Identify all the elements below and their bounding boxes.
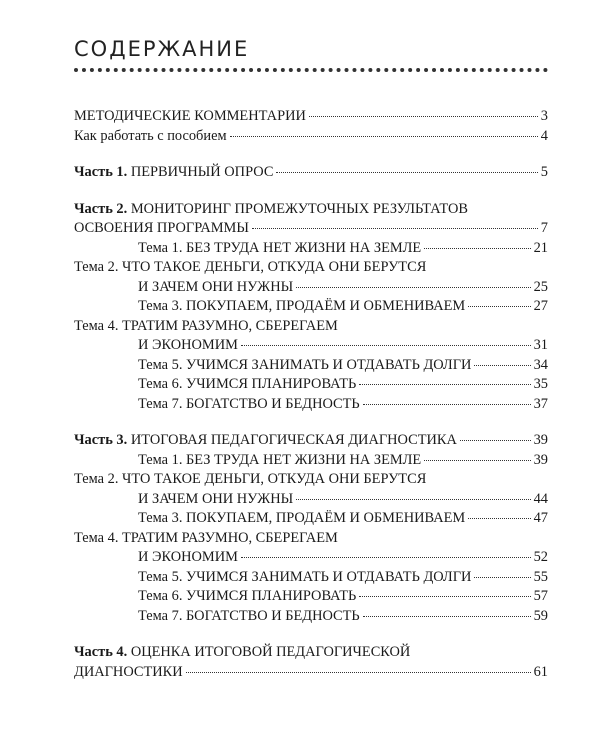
topic-label: Тема 6. УЧИМСЯ ПЛАНИРОВАТЬ: [138, 376, 357, 392]
toc-page-number: 57: [533, 588, 548, 604]
part-title: ПЕРВИЧНЫЙ ОПРОС: [130, 164, 274, 180]
toc-page-number: 61: [533, 663, 548, 680]
toc-topic-3-2-line[interactable]: [74, 470, 548, 490]
spacer: [74, 146, 548, 163]
toc-entry-part-3[interactable]: [74, 431, 548, 451]
toc-page-number: 52: [533, 549, 548, 565]
toc-topic-3-7[interactable]: [74, 607, 548, 627]
dot-leader: [363, 404, 531, 405]
toc-page-number: 21: [533, 239, 548, 256]
dot-leader: [468, 306, 530, 307]
toc-topic-2-4[interactable]: [74, 336, 548, 356]
dot-leader: [252, 228, 538, 229]
toc-entry-part-2[interactable]: [74, 219, 548, 239]
spacer: [74, 183, 548, 200]
topic-label: Тема 2. ЧТО ТАКОЕ ДЕНЬГИ, ОТКУДА ОНИ БЕРУТСЯ: [74, 259, 427, 275]
dot-leader: [474, 365, 530, 366]
dot-leader: [241, 557, 531, 558]
toc-page-number: 55: [533, 568, 548, 585]
toc-topic-2-3[interactable]: [74, 297, 548, 317]
toc-page-number: 3: [540, 108, 548, 124]
topic-label-continued: И ЭКОНОМИМ: [138, 549, 238, 565]
toc-entry-methodical-comments[interactable]: [74, 107, 548, 127]
topic-label: Тема 7. БОГАТСТВО И БЕДНОСТЬ: [138, 607, 360, 624]
dot-leader: [296, 287, 530, 288]
toc-topic-2-1[interactable]: [74, 239, 548, 259]
topic-label: Тема 5. УЧИМСЯ ЗАНИМАТЬ И ОТДАВАТЬ ДОЛГИ: [138, 568, 472, 585]
dot-leader: [424, 460, 530, 461]
toc-entry-label: [74, 163, 273, 183]
toc-page-number: 4: [540, 127, 548, 144]
spacer: [74, 626, 548, 643]
toc-topic-3-4-line[interactable]: [74, 529, 548, 549]
dot-leader: [241, 345, 531, 346]
toc-topic-2-7[interactable]: [74, 395, 548, 415]
topic-label-continued: И ЗАЧЕМ ОНИ НУЖНЫ: [138, 278, 294, 295]
table-of-contents: [74, 107, 548, 682]
toc-topic-3-3[interactable]: [74, 509, 548, 529]
part-prefix: Часть 3.: [74, 432, 128, 448]
toc-page-number: 39: [533, 451, 548, 468]
toc-page-number: 59: [533, 607, 548, 624]
topic-label-continued: И ЭКОНОМИМ: [138, 337, 238, 353]
dot-leader: [186, 672, 531, 673]
dot-leader: [424, 248, 530, 249]
toc-page-number: 44: [533, 490, 548, 507]
toc-topic-2-6[interactable]: [74, 375, 548, 395]
toc-page-number: 39: [533, 432, 548, 448]
topic-label: Тема 1. БЕЗ ТРУДА НЕТ ЖИЗНИ НА ЗЕМЛЕ: [138, 451, 422, 468]
toc-entry-part-2-title-line[interactable]: [74, 200, 548, 220]
dot-leader: [359, 384, 530, 385]
topic-label: Тема 2. ЧТО ТАКОЕ ДЕНЬГИ, ОТКУДА ОНИ БЕРУТСЯ: [74, 471, 427, 487]
dot-leader: [474, 577, 530, 578]
toc-topic-3-1[interactable]: [74, 451, 548, 471]
toc-page-number: 7: [540, 220, 548, 236]
spacer: [74, 414, 548, 431]
toc-topic-3-5[interactable]: [74, 568, 548, 588]
dot-leader: [309, 116, 538, 117]
part-title: ИТОГОВАЯ ПЕДАГОГИЧЕСКАЯ ДИАГНОСТИКА: [130, 432, 457, 448]
topic-label: Тема 6. УЧИМСЯ ПЛАНИРОВАТЬ: [138, 588, 357, 604]
toc-entry-label: Как работать с пособием: [74, 127, 227, 144]
toc-entry-part-1[interactable]: [74, 163, 548, 183]
dot-leader: [363, 616, 531, 617]
toc-page-number: 27: [533, 298, 548, 314]
part-title: МОНИТОРИНГ ПРОМЕЖУТОЧНЫХ РЕЗУЛЬТАТОВ: [130, 200, 468, 217]
toc-entry-how-to-use[interactable]: [74, 127, 548, 147]
dot-leader: [468, 518, 530, 519]
dotted-divider: [74, 68, 548, 72]
toc-page-number: 5: [540, 164, 548, 180]
topic-label-continued: И ЗАЧЕМ ОНИ НУЖНЫ: [138, 490, 294, 507]
topic-label: Тема 3. ПОКУПАЕМ, ПРОДАЁМ И ОБМЕНИВАЕМ: [138, 298, 466, 314]
toc-topic-2-5[interactable]: [74, 356, 548, 376]
part-prefix: Часть 4.: [74, 644, 128, 660]
toc-page-number: 37: [533, 395, 548, 412]
toc-page-number: 35: [533, 376, 548, 392]
toc-entry-label: МЕТОДИЧЕСКИЕ КОММЕНТАРИИ: [74, 108, 306, 124]
dot-leader: [296, 499, 530, 500]
part-title: ОЦЕНКА ИТОГОВОЙ ПЕДАГОГИЧЕСКОЙ: [130, 644, 411, 660]
toc-topic-3-2[interactable]: [74, 490, 548, 510]
page-title: СОДЕРЖАНИЕ: [74, 37, 250, 61]
topic-label: Тема 3. ПОКУПАЕМ, ПРОДАЁМ И ОБМЕНИВАЕМ: [138, 510, 466, 526]
dot-leader: [460, 440, 531, 441]
toc-topic-2-2[interactable]: [74, 278, 548, 298]
dot-leader: [230, 136, 538, 137]
toc-page-number: 47: [533, 510, 548, 526]
part-title-continued: ОСВОЕНИЯ ПРОГРАММЫ: [74, 220, 249, 236]
topic-label: Тема 4. ТРАТИМ РАЗУМНО, СБЕРЕГАЕМ: [74, 529, 338, 546]
toc-page-number: 25: [533, 278, 548, 295]
topic-label: Тема 7. БОГАТСТВО И БЕДНОСТЬ: [138, 395, 360, 412]
topic-label: Тема 1. БЕЗ ТРУДА НЕТ ЖИЗНИ НА ЗЕМЛЕ: [138, 239, 422, 256]
part-prefix: Часть 2.: [74, 200, 128, 217]
toc-topic-3-6[interactable]: [74, 587, 548, 607]
topic-label: Тема 4. ТРАТИМ РАЗУМНО, СБЕРЕГАЕМ: [74, 317, 338, 334]
dot-leader: [276, 172, 537, 173]
toc-page-number: 31: [533, 337, 548, 353]
toc-entry-part-4-title-line[interactable]: [74, 643, 548, 663]
toc-page-number: 34: [533, 356, 548, 373]
topic-label: Тема 5. УЧИМСЯ ЗАНИМАТЬ И ОТДАВАТЬ ДОЛГИ: [138, 356, 472, 373]
part-title-continued: ДИАГНОСТИКИ: [74, 663, 183, 680]
dot-leader: [359, 596, 530, 597]
toc-entry-part-4[interactable]: [74, 663, 548, 683]
toc-topic-2-4-line[interactable]: [74, 317, 548, 337]
toc-entry-label: [74, 431, 457, 451]
toc-topic-2-2-line[interactable]: [74, 258, 548, 278]
part-prefix: Часть 1.: [74, 164, 128, 180]
toc-topic-3-4[interactable]: [74, 548, 548, 568]
